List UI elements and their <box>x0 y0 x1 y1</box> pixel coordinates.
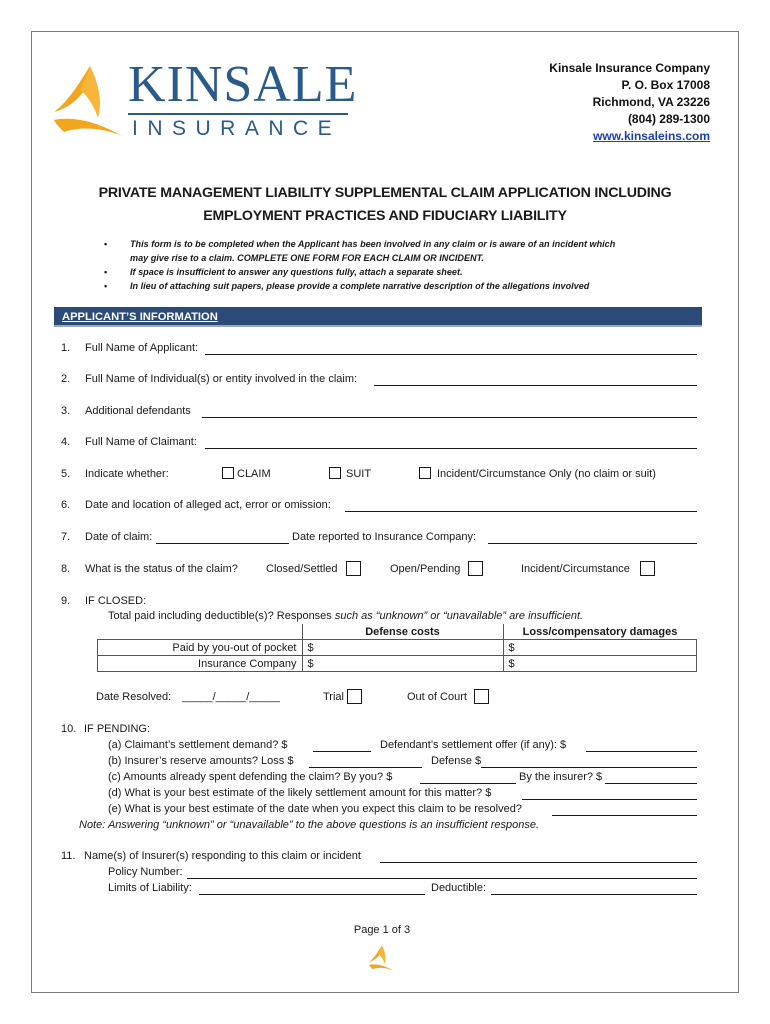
q1-label: Full Name of Applicant: <box>85 342 199 354</box>
incident-circumstance-label: Incident/Circumstance <box>521 563 630 575</box>
page-number: Page 1 of 3 <box>353 924 411 936</box>
insurer-names-field[interactable] <box>380 850 697 863</box>
limits-field[interactable] <box>199 882 425 895</box>
q10a-label-2: Defendant’s settlement offer (if any): $ <box>380 739 567 751</box>
table-header-row <box>98 624 697 640</box>
reserve-defense-field[interactable] <box>481 755 697 768</box>
trial-checkbox[interactable] <box>347 689 362 704</box>
closed-settled-checkbox[interactable] <box>346 561 361 576</box>
row-label-insurance-company: Insurance Company <box>98 656 303 672</box>
company-city: Richmond, VA 23226 <box>592 95 710 109</box>
company-phone: (804) 289-1300 <box>627 112 710 126</box>
claimant-name-field[interactable] <box>205 436 697 449</box>
reserve-loss-field[interactable] <box>309 755 422 768</box>
date-resolved-label: Date Resolved: <box>96 691 172 703</box>
out-of-court-checkbox[interactable] <box>474 689 489 704</box>
date-resolved-field[interactable]: _____/_____/_____ <box>182 691 280 703</box>
kinsale-logo-mark <box>50 62 130 140</box>
defense-paid-by-you-field[interactable]: $ <box>302 640 503 656</box>
table-row <box>98 656 697 672</box>
q2-label: Full Name of Individual(s) or entity involved in the claim: <box>85 373 358 385</box>
section-header-applicant <box>54 307 702 325</box>
bullet-dot: • <box>104 281 108 291</box>
instruction-2: If space is insufficient to answer any questions fully, attach a separate sheet. <box>130 267 463 277</box>
suit-checkbox[interactable] <box>329 467 341 479</box>
q10b-label: (b) Insurer’s reserve amounts? Loss $ <box>108 755 294 767</box>
company-po: P. O. Box 17008 <box>621 78 710 92</box>
q10c-label: (c) Amounts already spent defending the claim? By you? $ <box>108 771 393 783</box>
q3-label: Additional defendants <box>85 405 191 417</box>
instructions-list <box>0 237 770 297</box>
q10b-label-2: Defense $ <box>431 755 482 767</box>
section-header-label: APPLICANT’S INFORMATION <box>62 311 218 323</box>
q4-label: Full Name of Claimant: <box>85 436 197 448</box>
open-pending-label: Open/Pending <box>390 563 461 575</box>
q9-instruction-a: Total paid including deductible(s)? Responses <box>108 610 335 622</box>
additional-defendants-field[interactable] <box>202 405 697 418</box>
table-row <box>98 640 697 656</box>
bullet-dot: • <box>104 239 108 249</box>
date-location-field[interactable] <box>345 499 697 512</box>
policy-number-label: Policy Number: <box>108 866 183 878</box>
deductible-field[interactable] <box>491 882 697 895</box>
defense-costs-header: Defense costs <box>302 624 503 640</box>
incident-circumstance-checkbox[interactable] <box>640 561 655 576</box>
q7-label: Date of claim: <box>85 531 153 543</box>
open-pending-checkbox[interactable] <box>468 561 483 576</box>
logo-rule <box>128 113 348 115</box>
instruction-3: In lieu of attaching suit papers, please provide a complete narrative description of the allegations involved <box>130 281 590 291</box>
likely-settlement-field[interactable] <box>522 787 697 800</box>
footer-logo-mark <box>366 944 398 972</box>
policy-number-field[interactable] <box>187 866 697 879</box>
form-title-line2: EMPLOYMENT PRACTICES AND FIDUCIARY LIABILITY <box>203 208 567 224</box>
q5-label: Indicate whether: <box>85 468 169 480</box>
incident-only-label: Incident/Circumstance Only (no claim or suit) <box>437 468 656 480</box>
limits-label: Limits of Liability: <box>108 882 192 894</box>
q10-note: Note: Answering “unknown” or “unavailable” to the above questions is an insufficient response. <box>79 819 540 831</box>
deductible-label: Deductible: <box>431 882 487 894</box>
out-of-court-label: Out of Court <box>407 691 467 703</box>
closed-settled-label: Closed/Settled <box>266 563 338 575</box>
company-website-link[interactable]: www.kinsaleins.com <box>593 129 710 143</box>
q10d-label: (d) What is your best estimate of the likely settlement amount for this matter? $ <box>108 787 492 799</box>
form-title <box>40 182 730 228</box>
entity-involved-field[interactable] <box>374 373 697 386</box>
instruction-1b: may give rise to a claim. COMPLETE ONE FORM FOR EACH CLAIM OR INCIDENT. <box>130 253 485 263</box>
totals-paid-table <box>97 624 697 672</box>
logo-wordmark: KINSALE <box>128 56 358 113</box>
defense-insurance-company-field[interactable]: $ <box>302 656 503 672</box>
resolution-date-field[interactable] <box>552 803 697 816</box>
claim-option-label: CLAIM <box>237 468 271 480</box>
suit-option-label: SUIT <box>346 468 372 480</box>
row-label-paid-by-you: Paid by you-out of pocket <box>98 640 303 656</box>
q6-label: Date and location of alleged act, error or omission: <box>85 499 331 511</box>
form-title-line1: PRIVATE MANAGEMENT LIABILITY SUPPLEMENTAL CLAIM APPLICATION INCLUDING <box>98 185 672 201</box>
spent-by-you-field[interactable] <box>420 771 516 784</box>
trial-label: Trial <box>323 691 344 703</box>
date-of-claim-field[interactable] <box>156 531 289 544</box>
loss-insurance-company-field[interactable]: $ <box>503 656 697 672</box>
date-reported-field[interactable] <box>488 531 697 544</box>
loss-paid-by-you-field[interactable]: $ <box>503 640 697 656</box>
q8-label: What is the status of the claim? <box>85 563 238 575</box>
claim-checkbox[interactable] <box>222 467 234 479</box>
q10a-label: (a) Claimant’s settlement demand? $ <box>108 739 288 751</box>
company-name: Kinsale Insurance Company <box>549 61 710 75</box>
q9-instruction-b: such as “unknown” or “unavailable” are insufficient. <box>334 610 584 622</box>
q7-label-2: Date reported to Insurance Company: <box>292 531 477 543</box>
bullet-dot: • <box>104 267 108 277</box>
logo-subtitle: INSURANCE <box>132 117 342 140</box>
q9-label: IF CLOSED: <box>85 595 147 607</box>
q10-label: IF PENDING: <box>84 723 151 735</box>
settlement-demand-field[interactable] <box>313 739 371 752</box>
settlement-offer-field[interactable] <box>586 739 697 752</box>
incident-only-checkbox[interactable] <box>419 467 431 479</box>
company-address-block <box>450 60 710 145</box>
instruction-1a: This form is to be completed when the Applicant has been involved in any claim or is aware of an incident which <box>130 239 616 249</box>
form-page <box>31 31 739 993</box>
spent-by-insurer-field[interactable] <box>605 771 697 784</box>
q10e-label: (e) What is your best estimate of the date when you expect this claim to be resolved? <box>108 803 522 815</box>
loss-damages-header: Loss/compensatory damages <box>503 624 697 640</box>
q10c-label-2: By the insurer? $ <box>519 771 603 783</box>
q9-instruction <box>108 610 708 622</box>
applicant-name-field[interactable] <box>205 342 697 355</box>
q11-label: Name(s) of Insurer(s) responding to this claim or incident <box>84 850 361 862</box>
